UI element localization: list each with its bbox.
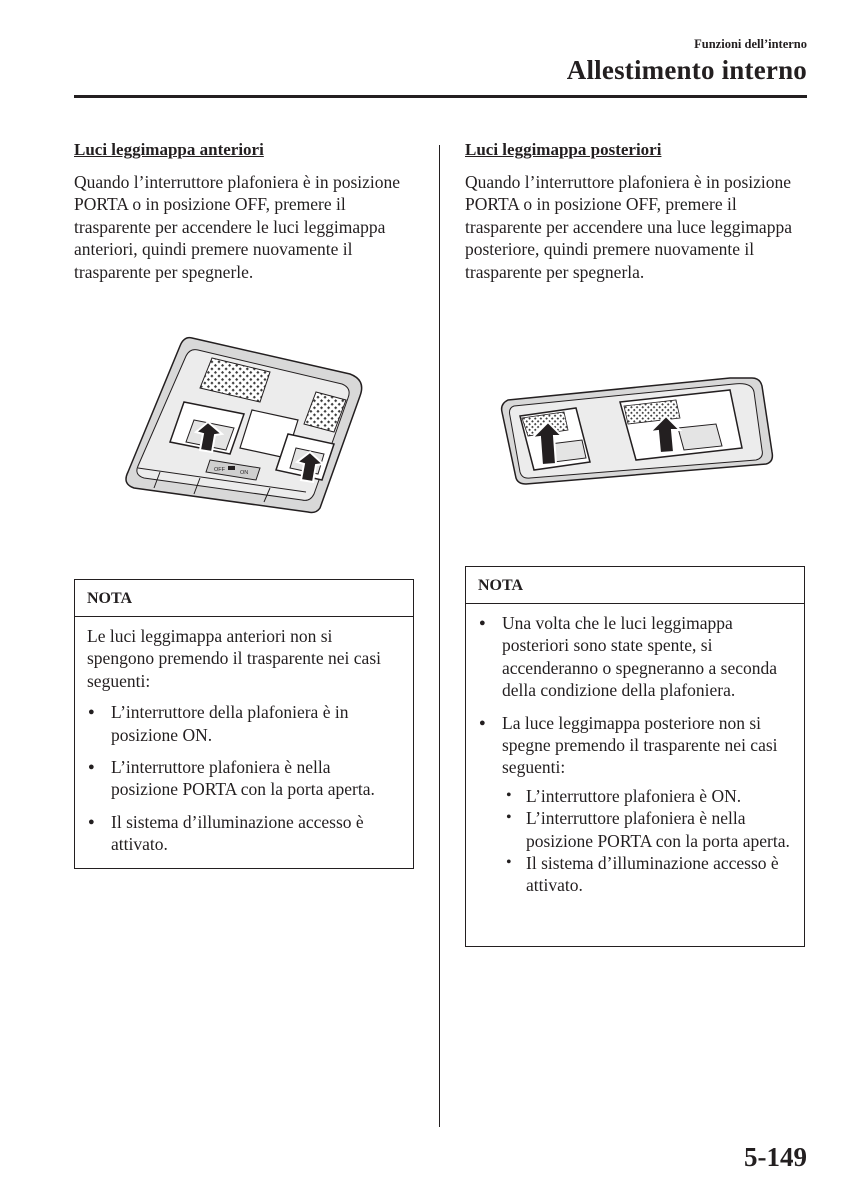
rear-right-lamp [620, 390, 742, 460]
left-column [74, 138, 419, 283]
sub-list-item: • L’interruttore plafoniera è nella posizione PORTA con la porta aperta. [502, 807, 792, 852]
rear-map-lights-illustration [490, 372, 775, 492]
page-number: 5-149 [744, 1142, 807, 1172]
page-title: Allestimento interno [566, 55, 807, 85]
note-title: NOTA [75, 580, 413, 617]
column-divider [439, 145, 440, 1127]
rear-lights-note [465, 566, 805, 947]
rear-lights-paragraph: Quando l’interruttore plafoniera è in posizione PORTA o in posizione OFF, premere il trasparente per accendere una luce leggimappa posteriore, quindi premere nuovamente il trasparente per spegnerla. [465, 172, 792, 282]
sub-list-item: • Il sistema d’illuminazione accesso è attivato. [502, 852, 792, 897]
front-lights-heading: Luci leggimappa anteriori [74, 140, 264, 159]
switch-on-label: ON [240, 470, 249, 476]
list-item: ● Una volta che le luci leggimappa posteriori sono state spente, si accenderanno o spegneranno a seconda della condizione della plafoniera. [478, 612, 792, 702]
note-list [478, 612, 792, 897]
right-column [465, 138, 810, 283]
switch-off-label: OFF [214, 467, 225, 473]
header-rule [74, 95, 807, 98]
list-item: ● L’interruttore plafoniera è nella posizione PORTA con la porta aperta. [87, 756, 401, 801]
list-item-text: La luce leggimappa posteriore non si spegne premendo il trasparente nei casi seguenti: [502, 712, 778, 778]
rear-lights-heading: Luci leggimappa posteriori [465, 140, 662, 159]
front-overhead-console-drawing [120, 332, 370, 514]
front-lights-note [74, 579, 414, 869]
list-item: ● Il sistema d’illuminazione accesso è attivato. [87, 811, 401, 856]
note-title: NOTA [466, 567, 804, 604]
header-section-label: Funzioni dell’interno [694, 37, 807, 51]
rear-overhead-console-drawing [490, 372, 775, 487]
front-map-lights-illustration [120, 332, 370, 519]
sub-list [502, 785, 792, 897]
note-intro: Le luci leggimappa anteriori non si spengono premendo il trasparente nei casi seguenti: [87, 626, 381, 691]
note-list [87, 701, 401, 855]
front-lights-paragraph: Quando l’interruttore plafoniera è in posizione PORTA o in posizione OFF, premere il trasparente per accendere le luci leggimappa anteriori, quindi premere nuovamente il trasparente per spegnerle. [74, 172, 401, 282]
list-item [478, 712, 792, 897]
sub-list-item: • L’interruttore plafoniera è ON. [502, 785, 792, 807]
list-item: ● L’interruttore della plafoniera è in posizione ON. [87, 701, 401, 746]
door-switch-icon [228, 466, 235, 470]
